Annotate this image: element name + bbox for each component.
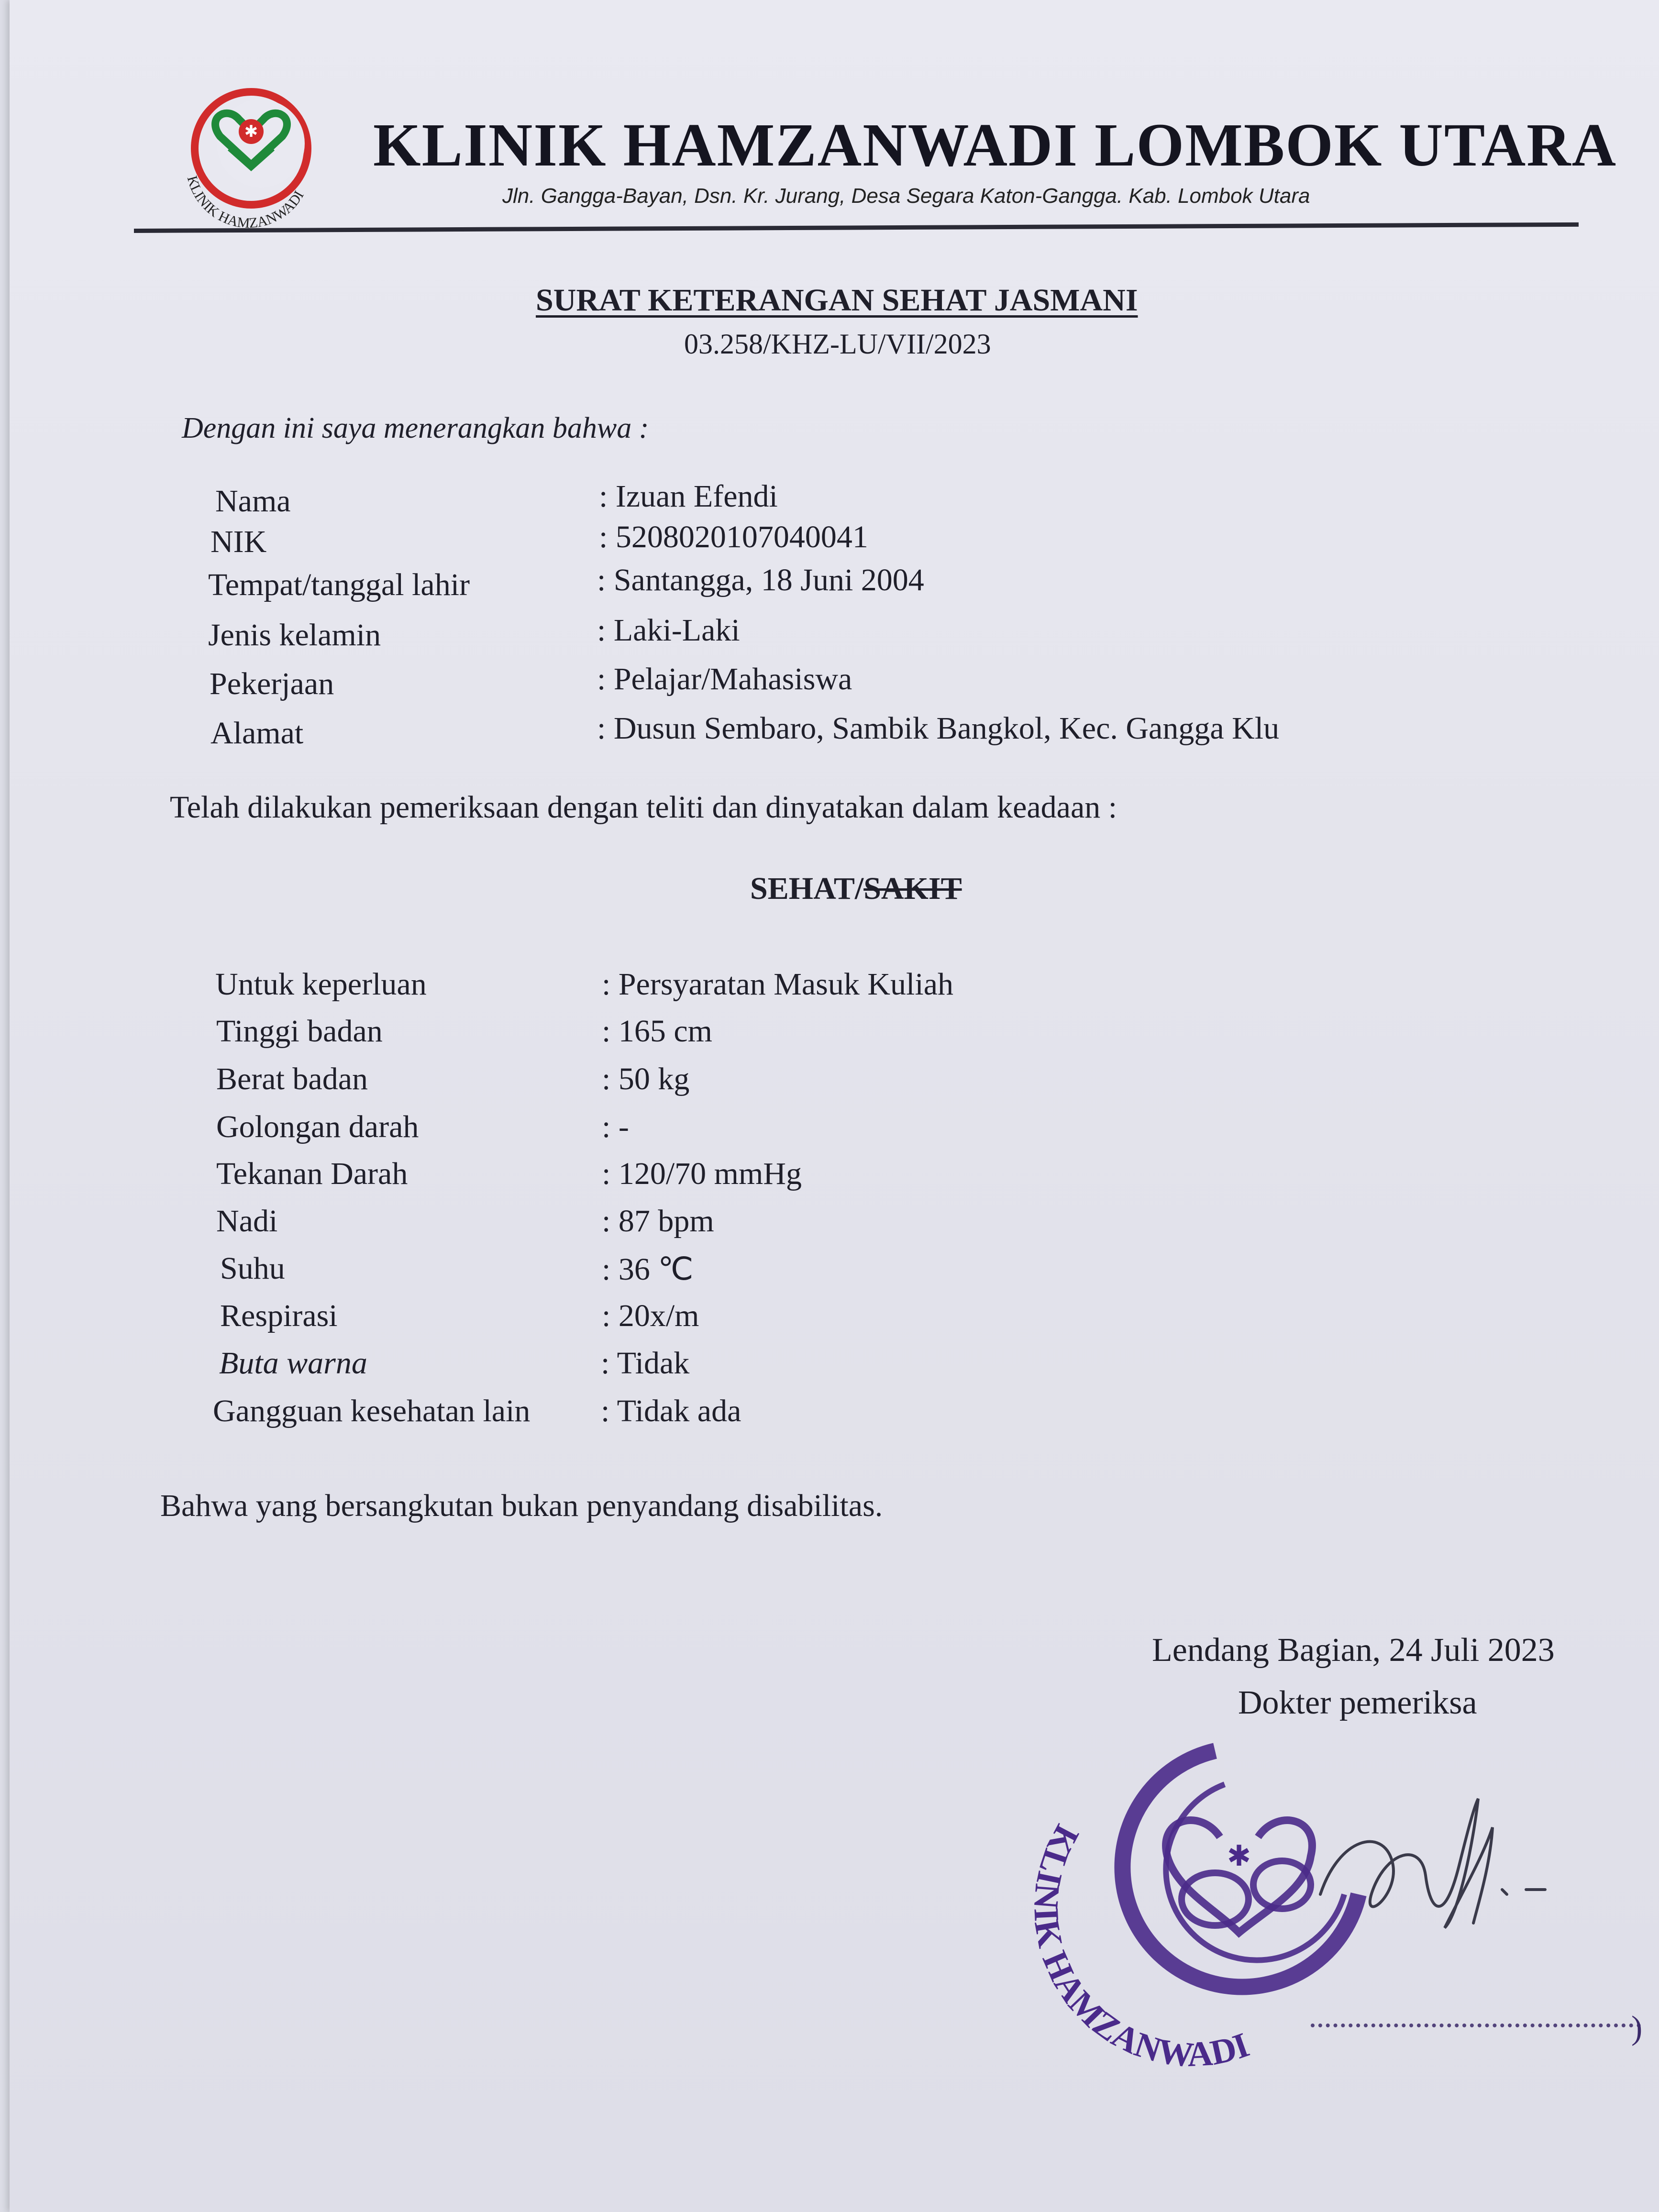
identity-value: : Dusun Sembaro, Sambik Bangkol, Kec. Gangga Klu [597,711,1280,746]
place-date: Lendang Bagian, 24 Juli 2023 [1152,1632,1555,1669]
signature-close-paren: ) [1631,2010,1643,2046]
identity-label: Tempat/tanggal lahir [208,567,470,602]
document-number: 03.258/KHZ-LU/VII/2023 [684,328,991,360]
identity-label: Nama [215,484,291,519]
result-label: Tinggi badan [216,1014,383,1049]
identity-value: : 5208020107040041 [599,520,868,554]
identity-label: NIK [210,524,267,559]
status-healthy: SEHAT/ [750,871,864,906]
status-sick-struck: SAKIT [863,871,962,906]
svg-text:✱: ✱ [1227,1839,1251,1873]
result-value: : Persyaratan Masuk Kuliah [602,967,953,1002]
document-page [10,0,1659,2212]
document-title: SURAT KETERANGAN SEHAT JASMANI [536,283,1138,318]
header-divider [134,222,1579,233]
identity-value: : Laki-Laki [597,613,740,648]
signature-icon [1301,1770,1569,1971]
identity-value: : Pelajar/Mahasiswa [597,662,852,697]
result-label: Berat badan [216,1062,368,1096]
closing-statement: Bahwa yang bersangkutan bukan penyandang disabilitas. [160,1488,883,1523]
result-value: : Tidak [601,1346,690,1381]
svg-text:✱: ✱ [244,122,258,141]
result-value: : 165 cm [602,1014,712,1049]
health-status [750,871,962,907]
identity-label: Jenis kelamin [208,618,381,653]
result-label: Nadi [216,1204,278,1239]
result-label: Untuk keperluan [215,967,427,1002]
intro-text: Dengan ini saya menerangkan bahwa : [182,412,649,444]
clinic-logo-icon [167,77,330,239]
result-value: : 36 ℃ [602,1252,694,1287]
result-value: : 50 kg [602,1062,690,1096]
logo-text: KLINIK HAMZANWADI [184,174,307,232]
result-value: : - [602,1109,629,1144]
identity-value: : Santangga, 18 Juni 2004 [597,563,924,597]
result-value: : 20x/m [602,1298,699,1333]
identity-label: Alamat [210,716,304,751]
result-value: : 87 bpm [602,1204,714,1239]
examination-statement: Telah dilakukan pemeriksaan dengan teliti dan dinyatakan dalam keadaan : [170,790,1117,825]
result-value: : Tidak ada [601,1394,741,1428]
clinic-name: KLINIK HAMZANWADI LOMBOK UTARA [373,111,1617,179]
stamp-text: KLINIK HAMZANWADI [1026,1818,1254,2067]
identity-label: Pekerjaan [210,666,334,701]
clinic-address: Jln. Gangga-Bayan, Dsn. Kr. Jurang, Desa Segara Katon-Gangga. Kab. Lombok Utara [502,184,1310,208]
result-label: Respirasi [220,1298,338,1333]
signature-line [1311,2024,1641,2027]
result-label: Suhu [220,1251,285,1286]
result-label: Buta warna [219,1346,367,1381]
result-value: : 120/70 mmHg [602,1156,802,1191]
result-label: Tekanan Darah [216,1156,408,1191]
result-label: Gangguan kesehatan lain [213,1394,531,1428]
identity-value: : Izuan Efendi [599,479,778,514]
result-label: Golongan darah [216,1109,419,1144]
signer-title: Dokter pemeriksa [1238,1684,1477,1721]
